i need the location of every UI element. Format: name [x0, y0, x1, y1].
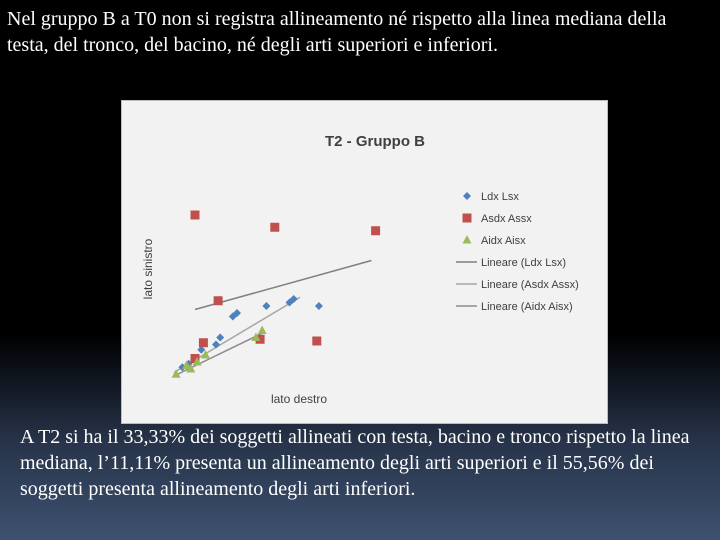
x-axis-label: lato destro: [270, 392, 328, 406]
data-point-series1-5: [212, 341, 220, 349]
data-point-series2-1: [191, 211, 200, 220]
plot-area: [172, 211, 381, 378]
chart-title: T2 - Gruppo B: [325, 133, 425, 150]
scatter-chart: [121, 100, 608, 424]
data-point-series2-2: [270, 223, 279, 232]
legend-marker-3: [463, 235, 472, 244]
data-point-series2-4: [214, 296, 223, 305]
chart-canvas: [122, 101, 607, 423]
y-axis-label: lato sinistro: [141, 238, 155, 300]
legend-trend-label-3: Lineare (Aidx Aisx): [481, 301, 573, 313]
legend-trend-label-2: Lineare (Asdx Assx): [481, 279, 579, 291]
data-point-series1-12: [315, 302, 323, 310]
data-point-series2-6: [312, 337, 321, 346]
legend-marker-2: [463, 214, 472, 223]
legend-marker-1: [463, 192, 471, 200]
data-point-series1-9: [262, 302, 270, 310]
legend-trend-label-1: Lineare (Ldx Lsx): [481, 257, 566, 269]
conclusion-paragraph: A T2 si ha il 33,33% dei soggetti allineati con testa, bacino e tronco rispetto la linea mediana, l’11,11% presenta un allineamento degli arti superiori e il 55,56% dei soggetti presenta allineamento degli arti inferiori.: [20, 426, 690, 500]
legend-label-1: Ldx Lsx: [481, 191, 519, 203]
legend-label-3: Aidx Aisx: [481, 235, 526, 247]
data-point-series1-6: [216, 334, 224, 342]
data-point-series2-3: [371, 226, 380, 235]
chart-legend: [456, 191, 579, 313]
data-point-series3-7: [258, 326, 267, 335]
intro-paragraph: Nel gruppo B a T0 non si registra allineamento né rispetto alla linea mediana della testa, del tronco, del bacino, né degli arti superiori e inferiori.: [7, 8, 667, 56]
data-point-series2-7: [199, 338, 208, 347]
legend-label-2: Asdx Assx: [481, 213, 532, 225]
